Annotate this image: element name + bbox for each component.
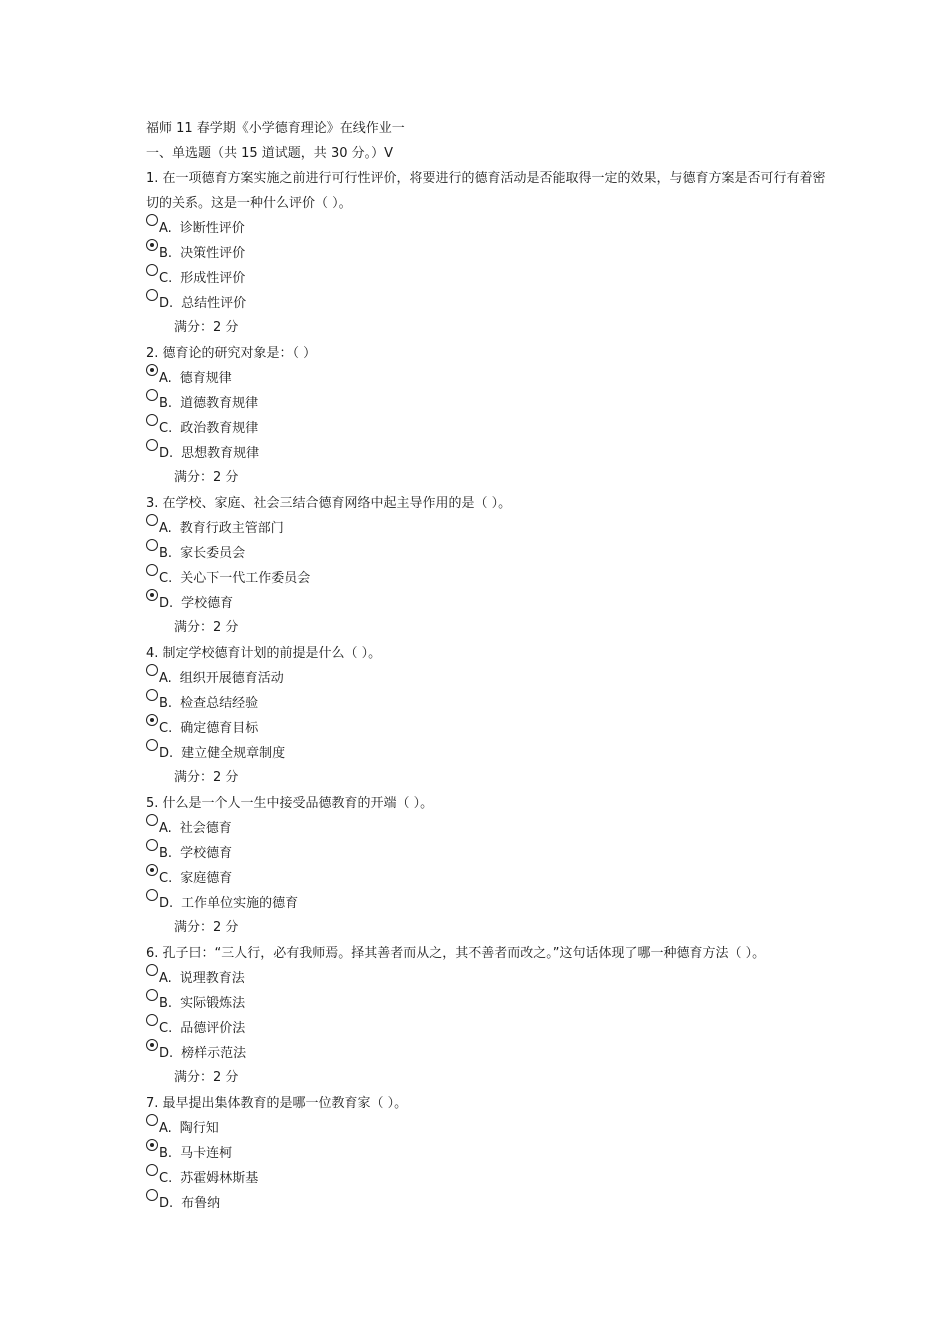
option-letter: C. <box>159 271 173 286</box>
answer-option[interactable] <box>146 866 836 891</box>
radio-unchecked-icon[interactable] <box>146 514 158 526</box>
option-letter: A. <box>159 1121 172 1136</box>
option-text: 确定德育目标 <box>180 721 259 736</box>
document-title: 福师 11 春学期《小学德育理论》在线作业一 <box>146 121 405 136</box>
radio-checked-icon[interactable] <box>146 864 158 876</box>
radio-unchecked-icon[interactable] <box>146 1014 158 1026</box>
answer-option[interactable] <box>146 666 836 691</box>
answer-option[interactable] <box>146 841 836 866</box>
radio-unchecked-icon[interactable] <box>146 889 158 901</box>
answer-option[interactable] <box>146 291 836 316</box>
option-text: 思想教育规律 <box>181 446 260 461</box>
answer-option[interactable] <box>146 1166 836 1191</box>
radio-unchecked-icon[interactable] <box>146 739 158 751</box>
option-text: 榜样示范法 <box>181 1046 247 1061</box>
question-block <box>146 491 836 641</box>
question-text: 5. 什么是一个人一生中接受品德教育的开端（ ）。 <box>146 796 434 811</box>
answer-option[interactable] <box>146 566 836 591</box>
option-letter: A. <box>159 371 172 386</box>
option-text: 检查总结经验 <box>180 696 259 711</box>
radio-unchecked-icon[interactable] <box>146 289 158 301</box>
radio-unchecked-icon[interactable] <box>146 539 158 551</box>
radio-unchecked-icon[interactable] <box>146 689 158 701</box>
score-label: 满分：2 分 <box>174 1070 239 1085</box>
option-letter: A. <box>159 221 172 236</box>
option-letter: C. <box>159 421 173 436</box>
option-text: 社会德育 <box>179 821 232 836</box>
answer-option[interactable] <box>146 416 836 441</box>
option-text: 形成性评价 <box>180 271 246 286</box>
answer-option[interactable] <box>146 991 836 1016</box>
option-text: 学校德育 <box>180 846 233 861</box>
radio-checked-icon[interactable] <box>146 714 158 726</box>
option-text: 总结性评价 <box>181 296 247 311</box>
option-text: 诊断性评价 <box>179 221 245 236</box>
answer-option[interactable] <box>146 816 836 841</box>
question-list <box>146 166 836 1216</box>
option-text: 关心下一代工作委员会 <box>180 571 311 586</box>
option-letter: D. <box>159 1046 174 1061</box>
answer-option[interactable] <box>146 516 836 541</box>
option-letter: B. <box>159 696 173 711</box>
option-text: 说理教育法 <box>179 971 245 986</box>
option-letter: D. <box>159 746 174 761</box>
question-block <box>146 941 836 1091</box>
option-text: 道德教育规律 <box>180 396 259 411</box>
radio-unchecked-icon[interactable] <box>146 264 158 276</box>
option-text: 马卡连柯 <box>180 1146 233 1161</box>
answer-option[interactable] <box>146 1191 836 1216</box>
answer-option[interactable] <box>146 741 836 766</box>
radio-unchecked-icon[interactable] <box>146 839 158 851</box>
option-letter: D. <box>159 296 174 311</box>
question-text: 4. 制定学校德育计划的前提是什么（ ）。 <box>146 646 382 661</box>
question-text: 3. 在学校、家庭、社会三结合德育网络中起主导作用的是（ ）。 <box>146 496 512 511</box>
option-letter: D. <box>159 1196 174 1211</box>
radio-checked-icon[interactable] <box>146 364 158 376</box>
option-text: 陶行知 <box>179 1121 219 1136</box>
question-block <box>146 791 836 941</box>
option-text: 品德评价法 <box>180 1021 246 1036</box>
option-text: 政治教育规律 <box>180 421 259 436</box>
option-letter: A. <box>159 671 172 686</box>
option-letter: B. <box>159 846 173 861</box>
question-text: 2. 德育论的研究对象是：（ ） <box>146 346 317 361</box>
radio-unchecked-icon[interactable] <box>146 989 158 1001</box>
option-text: 德育规律 <box>179 371 232 386</box>
option-letter: C. <box>159 1021 173 1036</box>
answer-option[interactable] <box>146 716 836 741</box>
score-label: 满分：2 分 <box>174 470 239 485</box>
section-heading: 一、单选题（共 15 道试题，共 30 分。）V <box>146 146 394 161</box>
option-text: 家长委员会 <box>180 546 246 561</box>
question-block <box>146 1091 836 1216</box>
question-block <box>146 641 836 791</box>
option-letter: A. <box>159 821 172 836</box>
score-label: 满分：2 分 <box>174 320 239 335</box>
answer-option[interactable] <box>146 1016 836 1041</box>
document-body <box>146 116 836 1216</box>
option-letter: C. <box>159 1171 173 1186</box>
radio-checked-icon[interactable] <box>146 589 158 601</box>
option-letter: C. <box>159 871 173 886</box>
answer-option[interactable] <box>146 391 836 416</box>
radio-unchecked-icon[interactable] <box>146 814 158 826</box>
option-letter: C. <box>159 721 173 736</box>
question-block <box>146 166 836 341</box>
radio-unchecked-icon[interactable] <box>146 1189 158 1201</box>
score-label: 满分：2 分 <box>174 770 239 785</box>
radio-unchecked-icon[interactable] <box>146 439 158 451</box>
option-text: 教育行政主管部门 <box>179 521 284 536</box>
answer-option[interactable] <box>146 1141 836 1166</box>
answer-option[interactable] <box>146 891 836 916</box>
option-text: 布鲁纳 <box>181 1196 221 1211</box>
answer-option[interactable] <box>146 366 836 391</box>
answer-option[interactable] <box>146 1116 836 1141</box>
answer-option[interactable] <box>146 241 836 266</box>
radio-checked-icon[interactable] <box>146 1139 158 1151</box>
option-letter: C. <box>159 571 173 586</box>
option-text: 决策性评价 <box>180 246 246 261</box>
option-text: 工作单位实施的德育 <box>181 896 299 911</box>
score-label: 满分：2 分 <box>174 920 239 935</box>
option-letter: B. <box>159 1146 173 1161</box>
option-letter: D. <box>159 446 174 461</box>
radio-unchecked-icon[interactable] <box>146 414 158 426</box>
option-letter: B. <box>159 546 173 561</box>
option-text: 组织开展德育活动 <box>179 671 284 686</box>
score-label: 满分：2 分 <box>174 620 239 635</box>
answer-option[interactable] <box>146 691 836 716</box>
radio-checked-icon[interactable] <box>146 1039 158 1051</box>
answer-option[interactable] <box>146 591 836 616</box>
question-block <box>146 341 836 491</box>
radio-unchecked-icon[interactable] <box>146 1114 158 1126</box>
option-letter: B. <box>159 246 173 261</box>
option-text: 苏霍姆林斯基 <box>180 1171 259 1186</box>
answer-option[interactable] <box>146 541 836 566</box>
question-text: 1. 在一项德育方案实施之前进行可行性评价，将要进行的德育活动是否能取得一定的效果，与德育方案是否可行有着密切的关系。这是一种什么评价（ ）。 <box>146 171 826 211</box>
radio-unchecked-icon[interactable] <box>146 664 158 676</box>
option-letter: A. <box>159 971 172 986</box>
answer-option[interactable] <box>146 966 836 991</box>
option-letter: B. <box>159 396 173 411</box>
option-text: 学校德育 <box>181 596 234 611</box>
option-text: 建立健全规章制度 <box>181 746 286 761</box>
radio-unchecked-icon[interactable] <box>146 564 158 576</box>
option-letter: D. <box>159 896 174 911</box>
radio-unchecked-icon[interactable] <box>146 389 158 401</box>
radio-unchecked-icon[interactable] <box>146 1164 158 1176</box>
radio-unchecked-icon[interactable] <box>146 964 158 976</box>
answer-option[interactable] <box>146 216 836 241</box>
option-text: 家庭德育 <box>180 871 233 886</box>
answer-option[interactable] <box>146 1041 836 1066</box>
question-text: 6. 孔子曰：“三人行，必有我师焉。择其善者而从之，其不善者而改之。”这句话体现了哪一种德育方法（ ）。 <box>146 946 766 961</box>
radio-unchecked-icon[interactable] <box>146 214 158 226</box>
radio-checked-icon[interactable] <box>146 239 158 251</box>
option-text: 实际锻炼法 <box>180 996 246 1011</box>
answer-option[interactable] <box>146 266 836 291</box>
option-letter: D. <box>159 596 174 611</box>
option-letter: A. <box>159 521 172 536</box>
answer-option[interactable] <box>146 441 836 466</box>
question-text: 7. 最早提出集体教育的是哪一位教育家（ ）。 <box>146 1096 408 1111</box>
option-letter: B. <box>159 996 173 1011</box>
